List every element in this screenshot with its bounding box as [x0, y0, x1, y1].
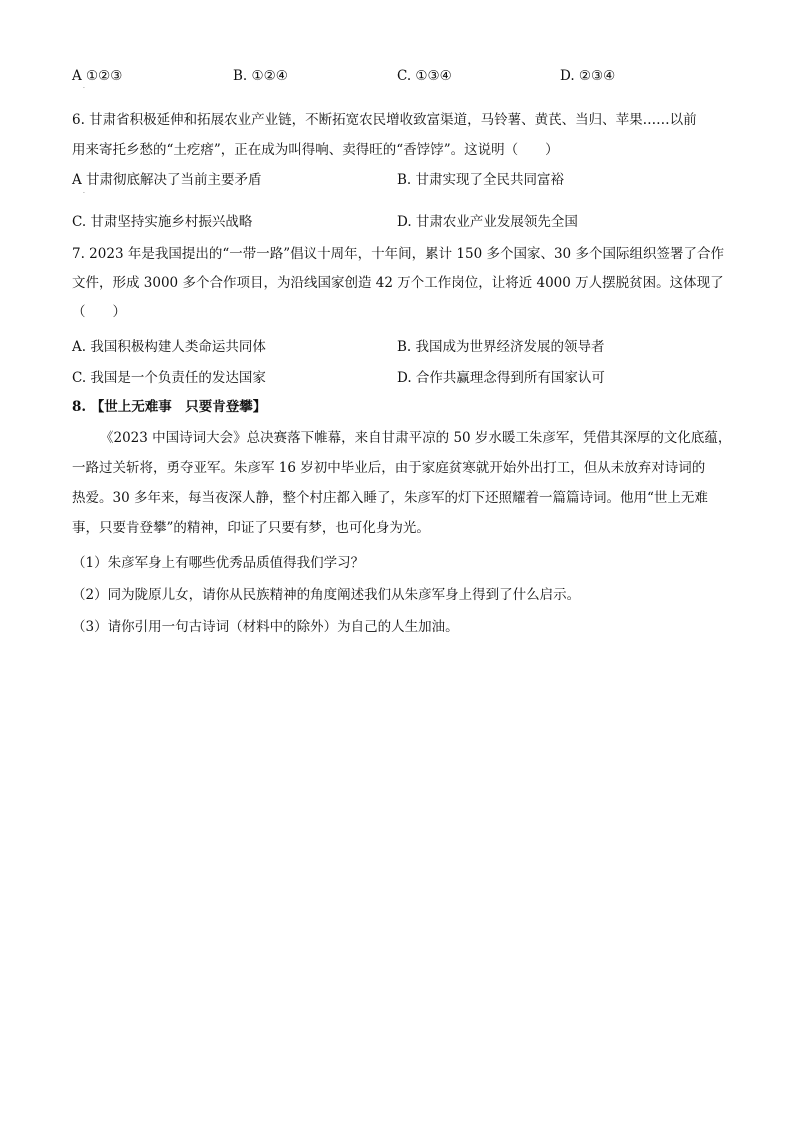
q8-subquestion-3: （3）请你引用一句古诗词（材料中的除外）为自己的人生加油。 — [72, 619, 459, 635]
mark-dot: · — [83, 190, 85, 197]
q8-material-line2: 一路过关斩将，勇夺亚军。朱彦军 16 岁初中毕业后，由于家庭贫寒就开始外出打工，但从未放弃对诗词的 — [72, 460, 706, 476]
q5-option-c: C. ①③④ — [397, 68, 452, 84]
q7-option-c: C. 我国是一个负责任的发达国家 — [72, 370, 266, 386]
q7-option-b: B. 我国成为世界经济发展的领导者 — [397, 339, 605, 355]
q7-stem-line1: 7. 2023 年是我国提出的“一带一路”倡议十周年，十年间，累计 150 多个国家、30 多个国际组织签署了合作 — [72, 246, 724, 262]
q8-material-line1: 《2023 中国诗词大会》总决赛落下帷幕，来自甘肃平凉的 50 岁水暖工朱彦军，凭借其深厚的文化底蕴， — [100, 430, 732, 446]
q8-material-line4: 事，只要肯登攀”的精神，印证了只要有梦，也可化身为光。 — [72, 520, 430, 536]
q6-option-c: C. 甘肃坚持实施乡村振兴战略 — [72, 214, 253, 230]
q7-option-a: A. 我国积极构建人类命运共同体 — [72, 339, 266, 355]
q6-option-b: B. 甘肃实现了全民共同富裕 — [397, 172, 565, 188]
q5-option-a: A ①②③ — [72, 68, 123, 84]
mark-dot: · — [83, 85, 85, 92]
q7-option-d: D. 合作共赢理念得到所有国家认可 — [397, 370, 605, 386]
q7-stem-line3: （ ） — [72, 304, 126, 320]
q6-stem-line2: 用来寄托乡愁的“土疙瘩”，正在成为叫得响、卖得旺的“香饽饽”。这说明（ ） — [72, 142, 559, 158]
q7-stem-line2: 文件，形成 3000 多个合作项目，为沿线国家创造 42 万个工作岗位，让将近 4000 万人摆脱贫困。这体现了 — [72, 275, 724, 291]
q8-title: 8. 【世上无难事 只要肯登攀】 — [72, 399, 267, 415]
q8-material-line3: 热爱。30 多年来，每当夜深人静，整个村庄都入睡了，朱彦军的灯下还照耀着一篇篇诗词。他用“世上无难 — [72, 490, 708, 506]
q6-option-a: A 甘肃彻底解决了当前主要矛盾 — [72, 172, 262, 188]
q5-option-d: D. ②③④ — [560, 68, 616, 84]
q6-stem-line1: 6. 甘肃省积极延伸和拓展农业产业链，不断拓宽农民增收致富渠道，马铃薯、黄芪、当归、苹果……以前 — [72, 112, 697, 128]
q8-subquestion-2: （2）同为陇原儿女，请你从民族精神的角度阐述我们从朱彦军身上得到了什么启示。 — [72, 587, 581, 603]
q8-subquestion-1: （1）朱彦军身上有哪些优秀品质值得我们学习？ — [72, 555, 365, 571]
q5-option-b: B. ①②④ — [233, 68, 288, 84]
q6-option-d: D. 甘肃农业产业发展领先全国 — [397, 214, 578, 230]
